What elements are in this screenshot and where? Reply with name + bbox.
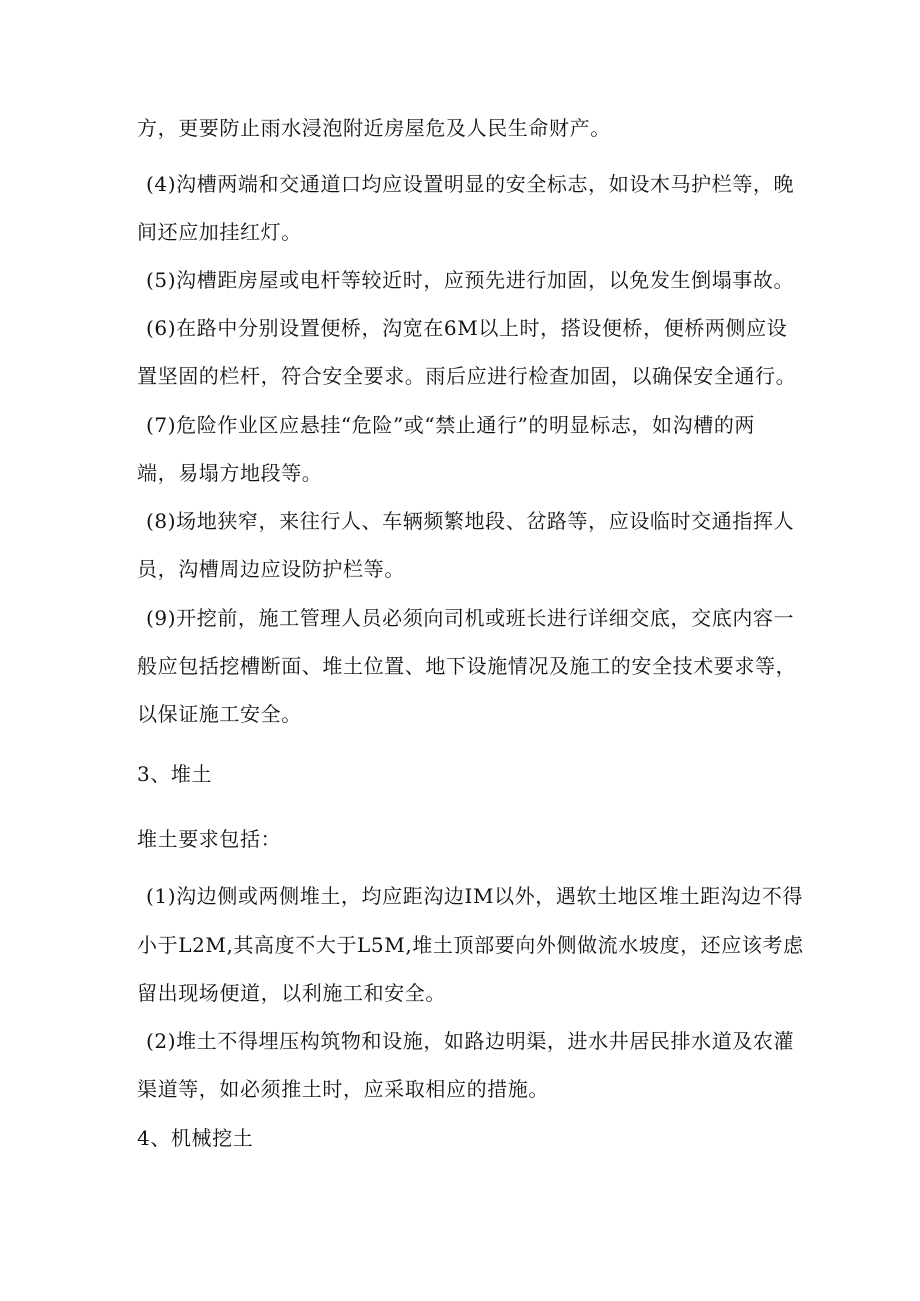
item-9-line-3: 以保证施工安全。 xyxy=(137,702,302,726)
stacking-item-2-line-1: (2)堆土不得埋压构筑物和设施，如路边明渠，进水井居民排水道及农灌 xyxy=(146,1029,795,1053)
item-8-line-1: (8)场地狭窄，来往行人、车辆频繁地段、岔路等，应设临时交通指挥人 xyxy=(146,509,795,533)
stacking-item-1-line-2: 小于L2M,其高度不大于L5M,堆土顶部要向外侧做流水坡度，还应该考虑 xyxy=(137,933,804,957)
item-4-line-1: (4)沟槽两端和交通道口均应设置明显的安全标志，如设木马护栏等，晚 xyxy=(146,172,795,196)
stacking-item-1-line-3: 留出现场便道，以利施工和安全。 xyxy=(137,981,446,1005)
item-7-line-1: (7)危险作业区应悬挂“危险”或“禁止通行”的明显标志，如沟槽的两 xyxy=(146,413,756,437)
item-8-line-2: 员，沟槽周边应设防护栏等。 xyxy=(137,557,405,581)
item-9-line-1: (9)开挖前，施工管理人员必须向司机或班长进行详细交底，交底内容一 xyxy=(146,606,795,630)
stacking-item-2-line-2: 渠道等，如必须推土时，应采取相应的措施。 xyxy=(137,1077,549,1101)
item-9-line-2: 般应包括挖槽断面、堆土位置、地下设施情况及施工的安全技术要求等， xyxy=(137,654,797,678)
item-6-line-1: (6)在路中分别设置便桥，沟宽在6M以上时，搭设便桥，便桥两侧应设 xyxy=(146,316,788,340)
item-4-line-2: 间还应加挂红灯。 xyxy=(137,220,302,244)
paragraph-line: 方，更要防止雨水浸泡附近房屋危及人民生命财产。 xyxy=(137,116,611,140)
stacking-intro: 堆土要求包括： xyxy=(137,827,282,851)
section-heading-3: 3、堆土 xyxy=(137,762,213,786)
item-6-line-2: 置坚固的栏杆，符合安全要求。雨后应进行检查加固，以确保安全通行。 xyxy=(137,364,797,388)
item-7-line-2: 端，易塌方地段等。 xyxy=(137,461,323,485)
section-heading-4: 4、机械挖土 xyxy=(137,1126,254,1150)
stacking-item-1-line-1: (1)沟边侧或两侧堆土，均应距沟边IM以外，遇软土地区堆土距沟边不得 xyxy=(146,884,804,908)
item-5-line: (5)沟槽距房屋或电杆等较近时，应预先进行加固，以免发生倒塌事故。 xyxy=(146,268,795,292)
